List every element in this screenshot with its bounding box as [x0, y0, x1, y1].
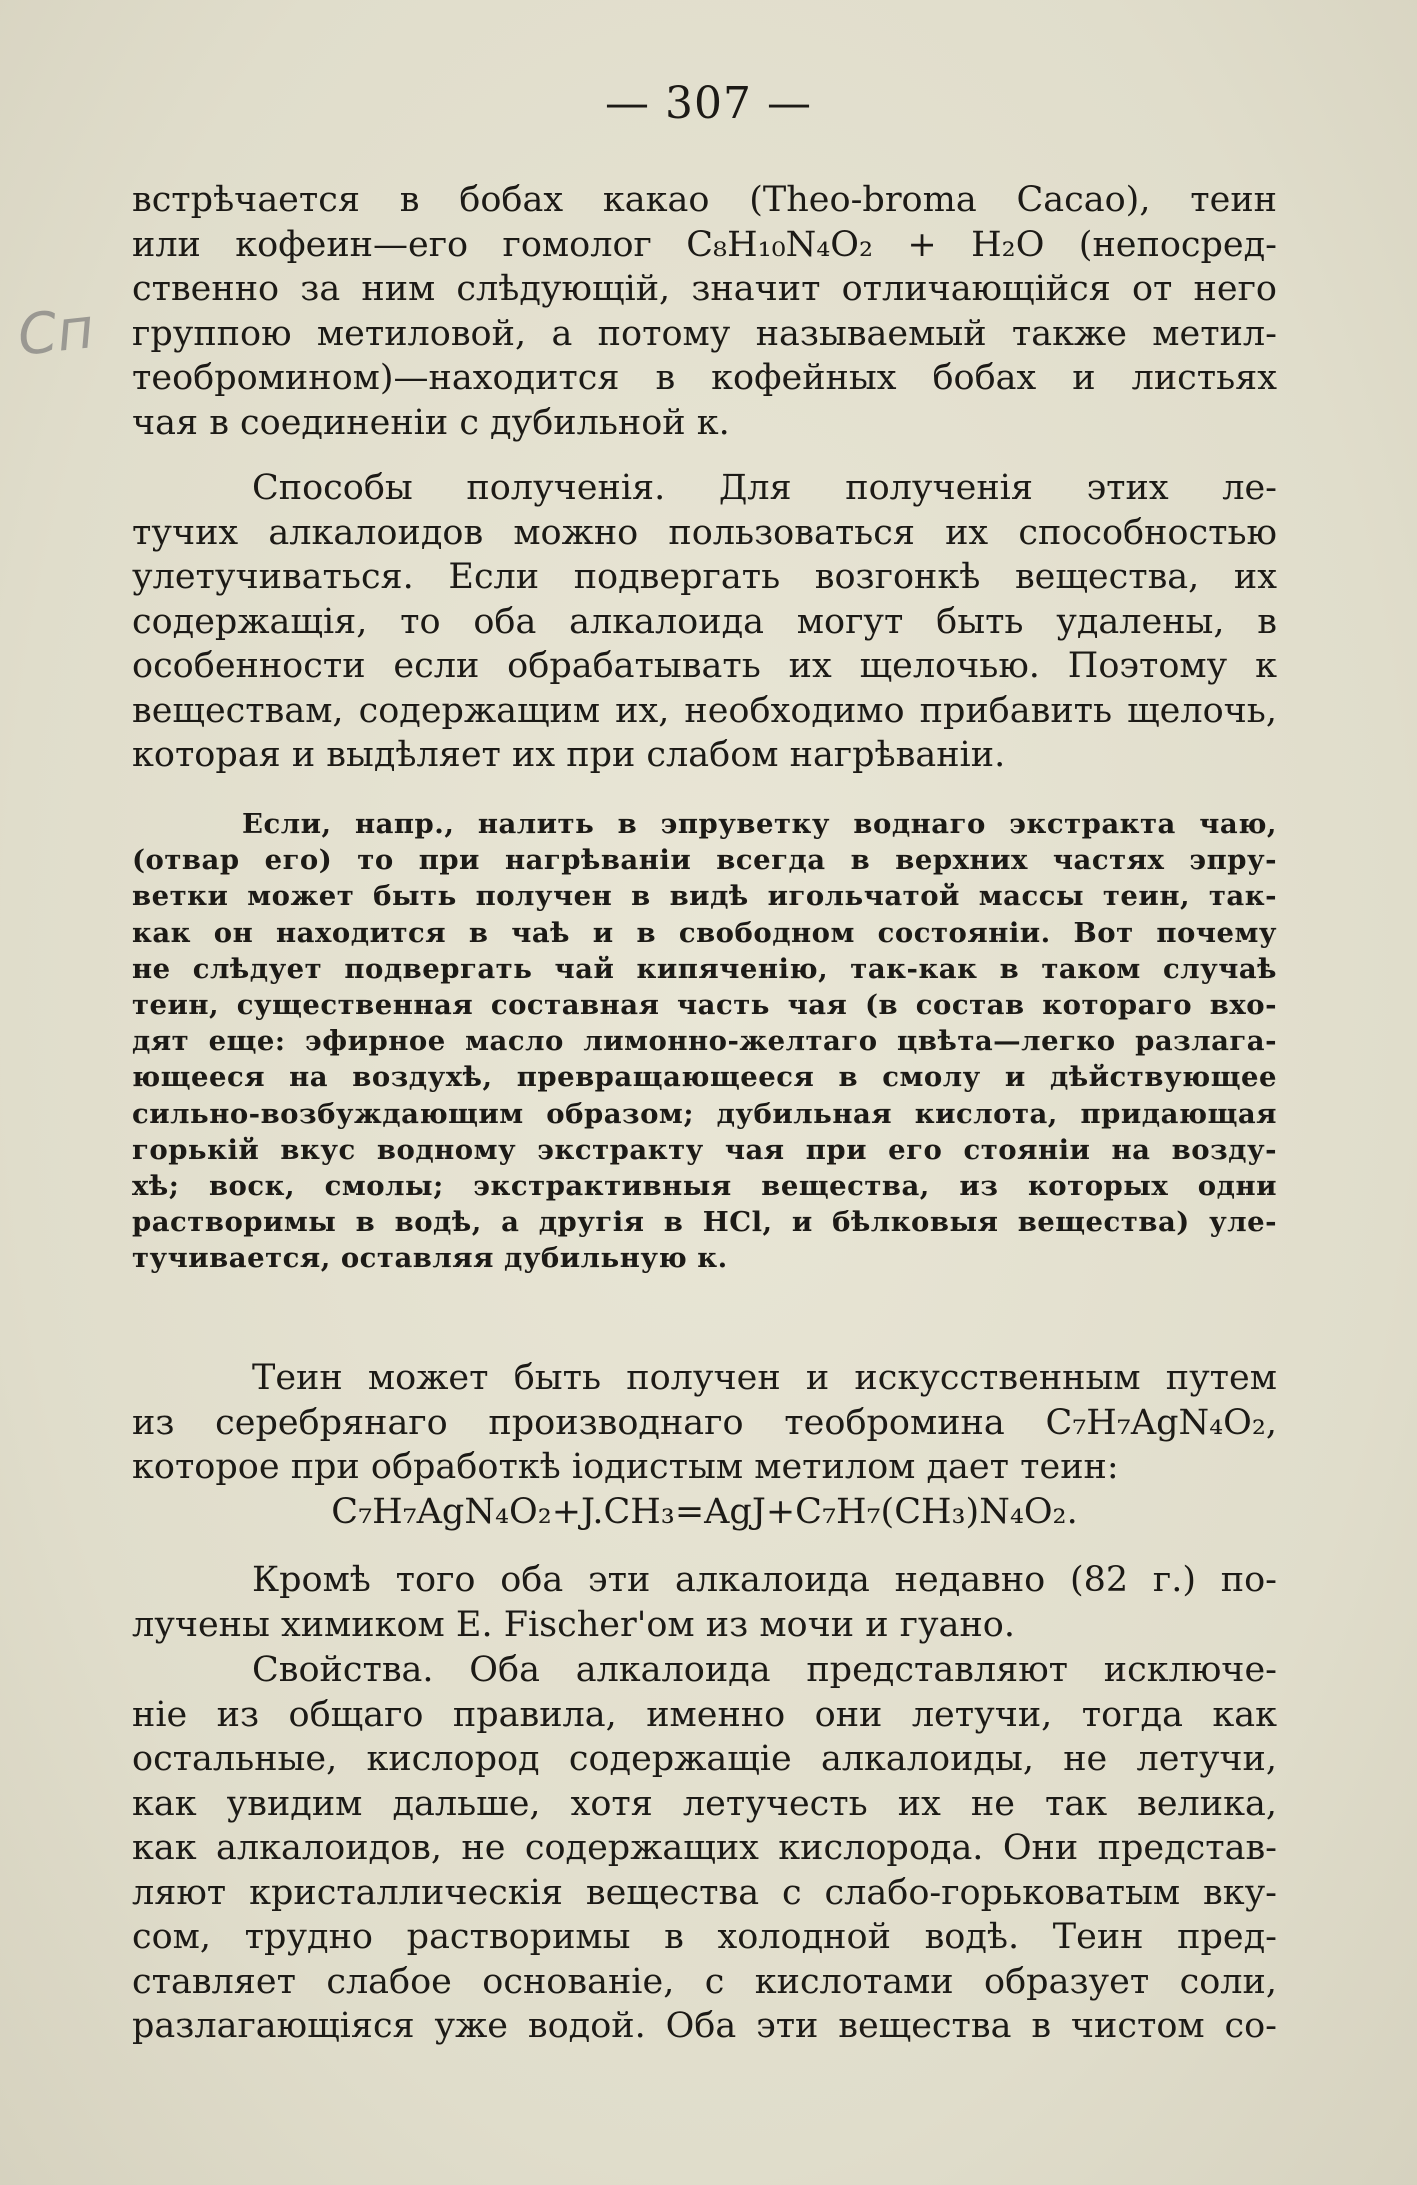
- text-line: ющееся на воздухѣ, превращающееся в смолу и дѣйствующее: [132, 1061, 1277, 1094]
- paragraph-synthesis: [132, 1356, 1277, 1534]
- paragraph-note-small-print: [132, 806, 1277, 1276]
- text-line: чая в соединеніи с дубильной к.: [132, 402, 730, 443]
- text-line: дят еще: эфирное масло лимонно-желтаго цвѣта—легко разлага-: [132, 1025, 1277, 1058]
- text-line: как увидим дальше, хотя летучесть их не так велика,: [132, 1783, 1277, 1824]
- text-line: (отвар его) то при нагрѣваніи всегда в верхних частях эпру-: [132, 844, 1277, 877]
- text-line: ляют кристаллическія вещества с слабо-горьковатым вку-: [132, 1872, 1277, 1913]
- paragraph-theobromine-caffeine: [132, 178, 1277, 445]
- text-line: содержащія, то оба алкалоида могут быть удалены, в: [132, 601, 1277, 642]
- text-line: Способы полученія. Для полученія этих ле-: [252, 468, 1277, 508]
- text-line: как алкалоидов, не содержащих кислорода. Они представ-: [132, 1828, 1277, 1868]
- text-line: улетучиваться. Если подвергать возгонкѣ вещества, их: [132, 557, 1277, 597]
- text-line: веществам, содержащим их, необходимо прибавить щелочь,: [132, 690, 1277, 731]
- paragraph-methods: [132, 466, 1277, 778]
- text-line: разлагающіяся уже водой. Оба эти вещества в чистом со-: [132, 2006, 1277, 2046]
- text-line: ветки может быть получен в видѣ игольчатой массы теин, так-: [132, 880, 1277, 913]
- paragraph-properties: [132, 1648, 1277, 2049]
- text-line: тучивается, оставляя дубильную к.: [132, 1242, 728, 1275]
- text-line: хѣ; воск, смолы; экстрактивныя вещества, из которых одни: [132, 1169, 1277, 1202]
- text-line: теоброминoм)—находится в кофейных бобах и листьях: [132, 358, 1277, 398]
- page-number: — 307 —: [605, 78, 812, 129]
- text-line: Свойства. Оба алкалоида представляют исключе-: [252, 1650, 1277, 1690]
- text-line: ставляет слабое основаніе, с кислотами образует соли,: [132, 1961, 1277, 2002]
- text-line: Кромѣ того оба эти алкалоида недавно (82 г.) по-: [252, 1560, 1277, 1600]
- text-line: тучих алкалоидов можно пользоваться их способностью: [132, 512, 1277, 553]
- text-line: которое при обработкѣ іодистым метилом дает теин:: [132, 1447, 1119, 1487]
- text-line: особенности если обрабатывать их щелочью. Поэтому к: [132, 646, 1277, 686]
- text-line: не слѣдует подвергать чай кипяченію, так-как в таком случаѣ: [132, 952, 1277, 985]
- text-line: встрѣчается в бобах какао (Theo-broma Cacao), теин: [132, 180, 1277, 220]
- chemical-formula: C₇H₇AgN₄O₂+J.CH₃=AgJ+C₇H₇(CH₃)N₄O₂.: [331, 1491, 1078, 1532]
- text-line: остальные, кислород содержащіе алкалоиды, не летучи,: [132, 1739, 1277, 1779]
- text-line: или кофеин—его гомолог C₈H₁₀N₄O₂ + H₂O (непосред-: [132, 224, 1277, 265]
- paragraph-fischer: [132, 1558, 1277, 1647]
- text-line: ственно за ним слѣдующій, значит отличающійся от него: [132, 269, 1277, 309]
- text-line: лучены химиком E. Fischer'ом из мочи и гуано.: [132, 1604, 1015, 1645]
- text-line: сильно-возбуждающим образом; дубильная кислота, придающая: [132, 1097, 1277, 1130]
- text-line: как он находится в чаѣ и в свободном состояніи. Вот почему: [132, 916, 1277, 949]
- text-line: из серебрянаго производнаго теобромина C₇H₇AgN₄O₂,: [132, 1402, 1277, 1443]
- text-line: которая и выдѣляет их при слабом нагрѣваніи.: [132, 735, 1006, 775]
- text-line: растворимы в водѣ, а другія в HCl, и бѣлковыя вещества) уле-: [132, 1206, 1277, 1239]
- text-line: ніе из общаго правила, именно они летучи, тогда как: [132, 1694, 1277, 1735]
- text-line: горькій вкус водному экстракту чая при его стояніи на возду-: [132, 1133, 1277, 1166]
- text-line: Если, напр., налить в эпруветку воднаго экстракта чаю,: [242, 808, 1277, 840]
- text-line: Теин может быть получен и искусственным путем: [252, 1358, 1277, 1398]
- text-line: сом, трудно растворимы в холодной водѣ. Теин пред-: [132, 1917, 1277, 1957]
- text-line: группою метиловой, а потому называемый также метил-: [132, 313, 1277, 354]
- text-line: теин, существенная составная часть чая (в состав котораго вхо-: [132, 988, 1277, 1021]
- margin-pencil-note: Сп: [14, 296, 97, 369]
